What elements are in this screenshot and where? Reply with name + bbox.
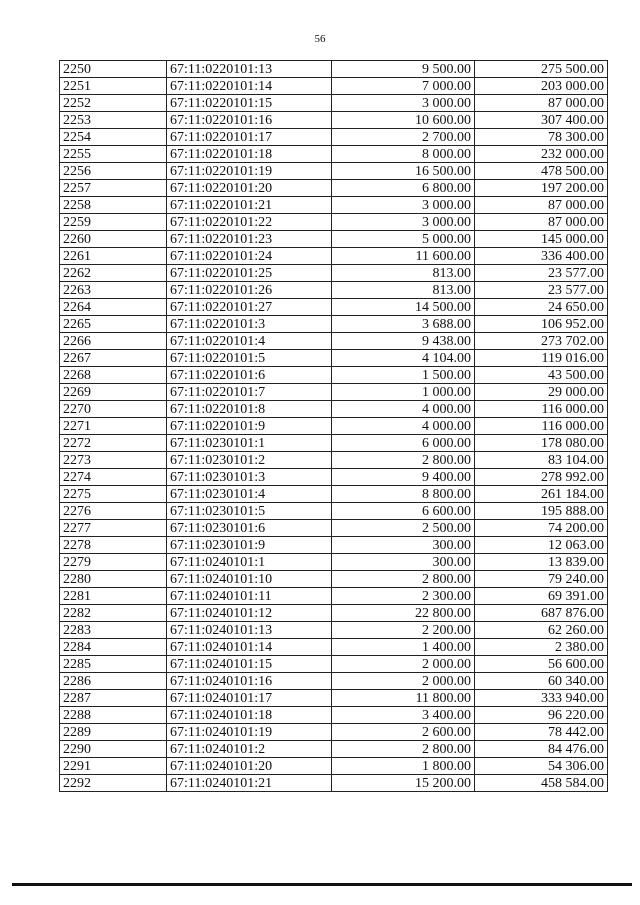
value-cell: 12 063.00	[475, 537, 608, 554]
cadastral-number-cell: 67:11:0220101:8	[167, 401, 332, 418]
area-cell: 6 000.00	[332, 435, 475, 452]
table-row	[60, 112, 608, 129]
table-row	[60, 486, 608, 503]
area-cell: 3 000.00	[332, 95, 475, 112]
cadastral-number-cell: 67:11:0240101:17	[167, 690, 332, 707]
area-cell: 5 000.00	[332, 231, 475, 248]
value-cell: 43 500.00	[475, 367, 608, 384]
cadastral-number-cell: 67:11:0240101:21	[167, 775, 332, 792]
row-number-cell: 2276	[60, 503, 167, 520]
row-number-cell: 2279	[60, 554, 167, 571]
row-number-cell: 2289	[60, 724, 167, 741]
value-cell: 307 400.00	[475, 112, 608, 129]
cadastral-number-cell: 67:11:0220101:25	[167, 265, 332, 282]
cadastral-number-cell: 67:11:0220101:22	[167, 214, 332, 231]
area-cell: 16 500.00	[332, 163, 475, 180]
value-cell: 78 442.00	[475, 724, 608, 741]
area-cell: 1 400.00	[332, 639, 475, 656]
row-number-cell: 2268	[60, 367, 167, 384]
value-cell: 69 391.00	[475, 588, 608, 605]
area-cell: 10 600.00	[332, 112, 475, 129]
area-cell: 3 688.00	[332, 316, 475, 333]
cadastral-number-cell: 67:11:0220101:14	[167, 78, 332, 95]
value-cell: 96 220.00	[475, 707, 608, 724]
cadastral-number-cell: 67:11:0230101:3	[167, 469, 332, 486]
table-row	[60, 741, 608, 758]
cadastral-number-cell: 67:11:0240101:15	[167, 656, 332, 673]
page-number: 56	[314, 33, 326, 45]
table-row	[60, 537, 608, 554]
value-cell: 79 240.00	[475, 571, 608, 588]
cadastral-number-cell: 67:11:0220101:27	[167, 299, 332, 316]
row-number-cell: 2286	[60, 673, 167, 690]
value-cell: 87 000.00	[475, 197, 608, 214]
table-row	[60, 248, 608, 265]
area-cell: 11 800.00	[332, 690, 475, 707]
value-cell: 261 184.00	[475, 486, 608, 503]
area-cell: 300.00	[332, 554, 475, 571]
row-number-cell: 2280	[60, 571, 167, 588]
row-number-cell: 2287	[60, 690, 167, 707]
table-row	[60, 180, 608, 197]
table-row	[60, 452, 608, 469]
value-cell: 116 000.00	[475, 418, 608, 435]
cadastral-number-cell: 67:11:0220101:21	[167, 197, 332, 214]
cadastral-number-cell: 67:11:0230101:6	[167, 520, 332, 537]
row-number-cell: 2265	[60, 316, 167, 333]
cadastral-number-cell: 67:11:0240101:14	[167, 639, 332, 656]
area-cell: 22 800.00	[332, 605, 475, 622]
table-row	[60, 231, 608, 248]
table-row	[60, 724, 608, 741]
row-number-cell: 2264	[60, 299, 167, 316]
row-number-cell: 2291	[60, 758, 167, 775]
area-cell: 2 600.00	[332, 724, 475, 741]
area-cell: 9 400.00	[332, 469, 475, 486]
table-row	[60, 588, 608, 605]
table-row	[60, 605, 608, 622]
row-number-cell: 2290	[60, 741, 167, 758]
value-cell: 84 476.00	[475, 741, 608, 758]
row-number-cell: 2255	[60, 146, 167, 163]
cadastral-number-cell: 67:11:0240101:12	[167, 605, 332, 622]
table-row	[60, 690, 608, 707]
cadastral-number-cell: 67:11:0240101:13	[167, 622, 332, 639]
value-cell: 87 000.00	[475, 95, 608, 112]
value-cell: 60 340.00	[475, 673, 608, 690]
table-row	[60, 95, 608, 112]
value-cell: 62 260.00	[475, 622, 608, 639]
row-number-cell: 2281	[60, 588, 167, 605]
table-row	[60, 197, 608, 214]
area-cell: 813.00	[332, 282, 475, 299]
value-cell: 278 992.00	[475, 469, 608, 486]
area-cell: 3 400.00	[332, 707, 475, 724]
land-plots-table	[59, 60, 608, 792]
cadastral-number-cell: 67:11:0240101:19	[167, 724, 332, 741]
table-row	[60, 622, 608, 639]
row-number-cell: 2270	[60, 401, 167, 418]
value-cell: 54 306.00	[475, 758, 608, 775]
cadastral-number-cell: 67:11:0220101:18	[167, 146, 332, 163]
value-cell: 23 577.00	[475, 265, 608, 282]
row-number-cell: 2254	[60, 129, 167, 146]
table-row	[60, 758, 608, 775]
value-cell: 78 300.00	[475, 129, 608, 146]
value-cell: 478 500.00	[475, 163, 608, 180]
area-cell: 300.00	[332, 537, 475, 554]
row-number-cell: 2292	[60, 775, 167, 792]
row-number-cell: 2257	[60, 180, 167, 197]
row-number-cell: 2253	[60, 112, 167, 129]
table-row	[60, 639, 608, 656]
cadastral-number-cell: 67:11:0220101:9	[167, 418, 332, 435]
row-number-cell: 2284	[60, 639, 167, 656]
value-cell: 145 000.00	[475, 231, 608, 248]
row-number-cell: 2267	[60, 350, 167, 367]
cadastral-number-cell: 67:11:0240101:10	[167, 571, 332, 588]
value-cell: 2 380.00	[475, 639, 608, 656]
value-cell: 197 200.00	[475, 180, 608, 197]
cadastral-number-cell: 67:11:0230101:5	[167, 503, 332, 520]
cadastral-number-cell: 67:11:0220101:7	[167, 384, 332, 401]
table-row	[60, 146, 608, 163]
cadastral-number-cell: 67:11:0240101:18	[167, 707, 332, 724]
cadastral-number-cell: 67:11:0240101:16	[167, 673, 332, 690]
table-row	[60, 265, 608, 282]
row-number-cell: 2256	[60, 163, 167, 180]
area-cell: 3 000.00	[332, 214, 475, 231]
table-row	[60, 656, 608, 673]
value-cell: 687 876.00	[475, 605, 608, 622]
cadastral-number-cell: 67:11:0220101:17	[167, 129, 332, 146]
value-cell: 24 650.00	[475, 299, 608, 316]
value-cell: 458 584.00	[475, 775, 608, 792]
cadastral-number-cell: 67:11:0220101:20	[167, 180, 332, 197]
cadastral-number-cell: 67:11:0230101:4	[167, 486, 332, 503]
cadastral-number-cell: 67:11:0220101:4	[167, 333, 332, 350]
row-number-cell: 2283	[60, 622, 167, 639]
area-cell: 9 500.00	[332, 61, 475, 78]
table-row	[60, 520, 608, 537]
value-cell: 116 000.00	[475, 401, 608, 418]
area-cell: 4 000.00	[332, 401, 475, 418]
table-row	[60, 214, 608, 231]
area-cell: 11 600.00	[332, 248, 475, 265]
area-cell: 2 800.00	[332, 452, 475, 469]
area-cell: 6 800.00	[332, 180, 475, 197]
table-row	[60, 129, 608, 146]
table-row	[60, 707, 608, 724]
area-cell: 9 438.00	[332, 333, 475, 350]
value-cell: 178 080.00	[475, 435, 608, 452]
area-cell: 4 000.00	[332, 418, 475, 435]
value-cell: 74 200.00	[475, 520, 608, 537]
area-cell: 2 000.00	[332, 656, 475, 673]
cadastral-number-cell: 67:11:0220101:13	[167, 61, 332, 78]
value-cell: 56 600.00	[475, 656, 608, 673]
row-number-cell: 2272	[60, 435, 167, 452]
value-cell: 203 000.00	[475, 78, 608, 95]
row-number-cell: 2274	[60, 469, 167, 486]
area-cell: 8 000.00	[332, 146, 475, 163]
area-cell: 813.00	[332, 265, 475, 282]
value-cell: 336 400.00	[475, 248, 608, 265]
table-body	[60, 61, 608, 792]
area-cell: 2 200.00	[332, 622, 475, 639]
table-row	[60, 299, 608, 316]
row-number-cell: 2263	[60, 282, 167, 299]
value-cell: 83 104.00	[475, 452, 608, 469]
cadastral-number-cell: 67:11:0240101:1	[167, 554, 332, 571]
row-number-cell: 2262	[60, 265, 167, 282]
area-cell: 1 800.00	[332, 758, 475, 775]
table-row	[60, 571, 608, 588]
row-number-cell: 2278	[60, 537, 167, 554]
cadastral-number-cell: 67:11:0220101:23	[167, 231, 332, 248]
table-row	[60, 401, 608, 418]
cadastral-number-cell: 67:11:0240101:2	[167, 741, 332, 758]
cadastral-number-cell: 67:11:0220101:5	[167, 350, 332, 367]
cadastral-number-cell: 67:11:0220101:3	[167, 316, 332, 333]
cadastral-number-cell: 67:11:0220101:26	[167, 282, 332, 299]
table-row	[60, 435, 608, 452]
table-row	[60, 61, 608, 78]
value-cell: 13 839.00	[475, 554, 608, 571]
row-number-cell: 2285	[60, 656, 167, 673]
table-row	[60, 316, 608, 333]
row-number-cell: 2259	[60, 214, 167, 231]
value-cell: 195 888.00	[475, 503, 608, 520]
footer-rule	[12, 883, 632, 886]
cadastral-number-cell: 67:11:0240101:11	[167, 588, 332, 605]
row-number-cell: 2275	[60, 486, 167, 503]
row-number-cell: 2273	[60, 452, 167, 469]
area-cell: 2 000.00	[332, 673, 475, 690]
row-number-cell: 2250	[60, 61, 167, 78]
value-cell: 275 500.00	[475, 61, 608, 78]
area-cell: 2 300.00	[332, 588, 475, 605]
area-cell: 2 700.00	[332, 129, 475, 146]
row-number-cell: 2260	[60, 231, 167, 248]
area-cell: 6 600.00	[332, 503, 475, 520]
row-number-cell: 2288	[60, 707, 167, 724]
row-number-cell: 2252	[60, 95, 167, 112]
value-cell: 273 702.00	[475, 333, 608, 350]
row-number-cell: 2261	[60, 248, 167, 265]
cadastral-number-cell: 67:11:0230101:1	[167, 435, 332, 452]
table-row	[60, 673, 608, 690]
cadastral-number-cell: 67:11:0230101:2	[167, 452, 332, 469]
area-cell: 2 500.00	[332, 520, 475, 537]
cadastral-number-cell: 67:11:0220101:24	[167, 248, 332, 265]
row-number-cell: 2258	[60, 197, 167, 214]
value-cell: 29 000.00	[475, 384, 608, 401]
table-row	[60, 367, 608, 384]
value-cell: 23 577.00	[475, 282, 608, 299]
area-cell: 2 800.00	[332, 741, 475, 758]
cadastral-number-cell: 67:11:0220101:16	[167, 112, 332, 129]
area-cell: 14 500.00	[332, 299, 475, 316]
table-row	[60, 350, 608, 367]
row-number-cell: 2277	[60, 520, 167, 537]
value-cell: 232 000.00	[475, 146, 608, 163]
value-cell: 119 016.00	[475, 350, 608, 367]
cadastral-number-cell: 67:11:0220101:6	[167, 367, 332, 384]
value-cell: 106 952.00	[475, 316, 608, 333]
area-cell: 2 800.00	[332, 571, 475, 588]
area-cell: 8 800.00	[332, 486, 475, 503]
table-row	[60, 333, 608, 350]
cadastral-number-cell: 67:11:0220101:15	[167, 95, 332, 112]
area-cell: 1 000.00	[332, 384, 475, 401]
cadastral-number-cell: 67:11:0230101:9	[167, 537, 332, 554]
area-cell: 7 000.00	[332, 78, 475, 95]
table-row	[60, 469, 608, 486]
table-row	[60, 418, 608, 435]
cadastral-number-cell: 67:11:0220101:19	[167, 163, 332, 180]
value-cell: 333 940.00	[475, 690, 608, 707]
table-row	[60, 503, 608, 520]
row-number-cell: 2269	[60, 384, 167, 401]
area-cell: 1 500.00	[332, 367, 475, 384]
area-cell: 3 000.00	[332, 197, 475, 214]
area-cell: 15 200.00	[332, 775, 475, 792]
row-number-cell: 2271	[60, 418, 167, 435]
table-row	[60, 775, 608, 792]
table-row	[60, 163, 608, 180]
row-number-cell: 2251	[60, 78, 167, 95]
table-row	[60, 78, 608, 95]
table-row	[60, 384, 608, 401]
value-cell: 87 000.00	[475, 214, 608, 231]
row-number-cell: 2266	[60, 333, 167, 350]
table-row	[60, 554, 608, 571]
cadastral-number-cell: 67:11:0240101:20	[167, 758, 332, 775]
row-number-cell: 2282	[60, 605, 167, 622]
area-cell: 4 104.00	[332, 350, 475, 367]
table-row	[60, 282, 608, 299]
